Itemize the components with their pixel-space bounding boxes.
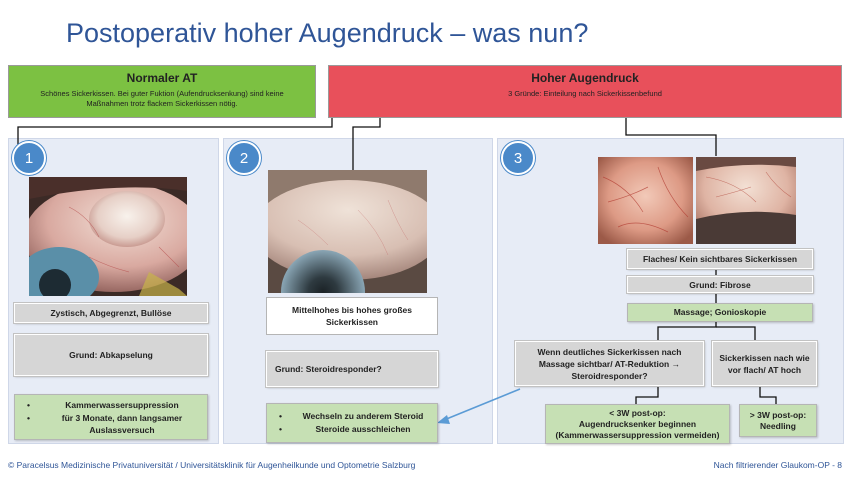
encapsulation-box: Grund: Abkapselung (14, 334, 208, 376)
badge-3: 3 (501, 141, 535, 175)
early-postop-title: < 3W post-op: (609, 407, 666, 418)
normal-pressure-text: Schönes Sickerkissen. Bei guter Fuktion (Aufendrucksenkung) sind keine Maßnahmen trotz flackem Sickerkissen nötig. (40, 89, 284, 108)
normal-pressure-title: Normaler AT (126, 71, 198, 85)
panel2-action-item: • Steroide ausschleichen (281, 423, 433, 435)
eye-photo-flat-bleb-2 (696, 157, 796, 244)
panel1-action-item: • Kammerwassersuppression (29, 399, 203, 411)
badge-1: 1 (12, 141, 46, 175)
arrow-line (444, 389, 520, 420)
panel1-action-item: • für 3 Monate, dann langsamer Auslassversuch (29, 412, 203, 436)
eye-photo-large-bleb (268, 170, 427, 293)
badge-2: 2 (227, 141, 261, 175)
large-bleb-box: Mittelhohes bis hohes großes Sickerkissen (266, 297, 438, 335)
panel2-action-box (266, 403, 438, 443)
late-postop-box (739, 404, 817, 437)
high-pressure-title: Hoher Augendruck (531, 71, 639, 85)
footer-page-label: Nach filtrierender Glaukom-OP - 8 (713, 460, 842, 470)
slide-title: Postoperativ hoher Augendruck – was nun? (66, 18, 589, 48)
steroid-responder-branch-box: Wenn deutliches Sickerkissen nach Massage sichtbar/ AT-Reduktion → Steroidresponder? (515, 341, 704, 386)
arrow-head (437, 415, 450, 424)
still-flat-branch-box: Sickerkissen nach wie vor flach/ AT hoch (712, 341, 817, 386)
eye-photo-cystic-bleb (29, 177, 187, 296)
high-pressure-text: 3 Gründe: Einteilung nach Sickerkissenbefund (508, 89, 662, 98)
late-postop-line2: Needling (760, 420, 796, 431)
steroid-responder-box: Grund: Steroidresponder? (266, 351, 438, 387)
massage-box: Massage; Gonioskopie (627, 303, 813, 322)
cystic-bleb-box: Zystisch, Abgegrenzt, Bullöse (14, 303, 208, 323)
footer-copyright: © Paracelsus Medizinische Privatuniversität / Universitätsklinik für Augenheilkunde und Optometrie Salzburg (8, 460, 416, 470)
panel1-action-box (14, 394, 208, 440)
early-postop-line3: (Kammerwassersuppression vermeiden) (555, 429, 720, 440)
early-postop-line2: Augendrucksenker beginnen (578, 418, 697, 429)
panel2-action-item: • Wechseln zu anderem Steroid (281, 410, 433, 422)
flat-bleb-box: Flaches/ Kein sichtbares Sickerkissen (627, 249, 813, 269)
fibrosis-box: Grund: Fibrose (627, 276, 813, 293)
eye-photo-flat-bleb-1 (598, 157, 693, 244)
early-postop-box (545, 404, 730, 444)
late-postop-title: > 3W post-op: (749, 409, 807, 420)
